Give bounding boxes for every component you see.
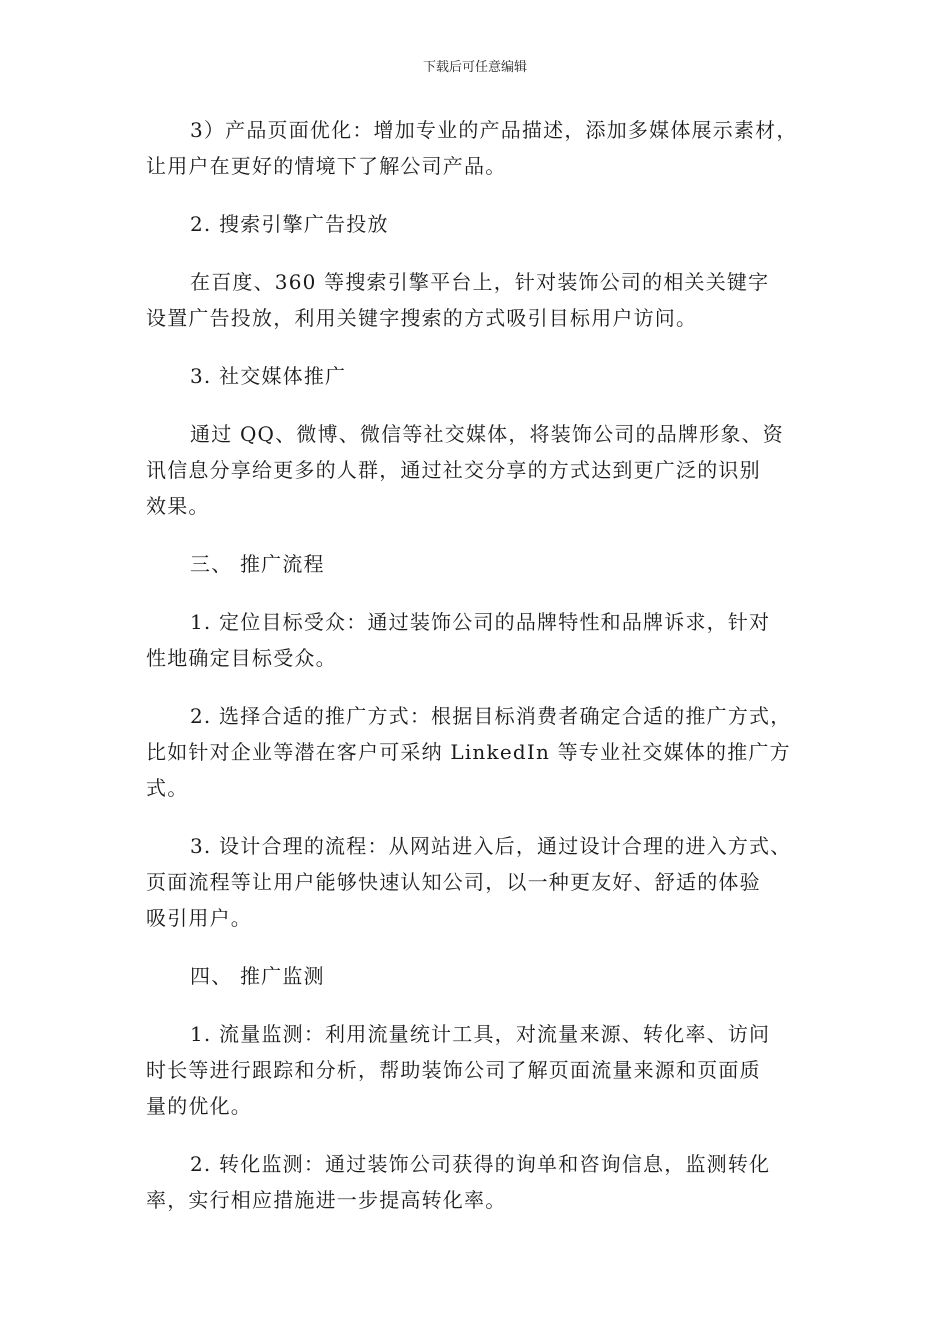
paragraph [146,604,818,676]
text-line: 3. 设计合理的流程：从网站进入后，通过设计合理的进入方式、 [190,834,792,858]
text-line: 比如针对企业等潜在客户可采纳 LinkedIn 等专业社交媒体的推广方 [146,740,791,764]
text-line: 让用户在更好的情境下了解公司产品。 [146,154,507,178]
text-line: 在百度、360 等搜索引擎平台上，针对装饰公司的相关关键字 [190,270,770,294]
text-line: 2. 搜索引擎广告投放 [190,212,389,236]
text-line: 吸引用户。 [146,906,252,930]
text-line: 设置广告投放，利用关键字搜索的方式吸引目标用户访问。 [146,306,698,330]
text-line: 三、 推广流程 [190,552,325,576]
text-line: 率，实行相应措施进一步提高转化率。 [146,1188,507,1212]
document-body [146,112,818,1240]
paragraph [146,264,818,336]
page-header: 下载后可任意编辑 [422,60,527,75]
paragraph [146,1146,818,1218]
text-line: 1. 流量监测：利用流量统计工具，对流量来源、转化率、访问 [190,1022,771,1046]
text-line: 性地确定目标受众。 [146,646,337,670]
paragraph [146,1016,818,1124]
text-line: 讯信息分享给更多的人群，通过社交分享的方式达到更广泛的识别 [146,458,761,482]
paragraph [146,416,818,524]
text-line: 2. 选择合适的推广方式：根据目标消费者确定合适的推广方式， [190,704,792,728]
paragraph [146,828,818,936]
text-line: 时长等进行跟踪和分析，帮助装饰公司了解页面流量来源和页面质 [146,1058,761,1082]
text-line: 页面流程等让用户能够快速认知公司，以一种更友好、舒适的体验 [146,870,761,894]
text-line: 2. 转化监测：通过装饰公司获得的询单和咨询信息，监测转化 [190,1152,771,1176]
paragraph [146,358,818,394]
text-line: 量的优化。 [146,1094,252,1118]
text-line: 效果。 [146,494,210,518]
text-line: 式。 [146,776,189,800]
paragraph [146,112,818,184]
text-line: 四、 推广监测 [190,964,325,988]
paragraph [146,546,818,582]
text-line: 3. 社交媒体推广 [190,364,347,388]
text-line: 通过 QQ、微博、微信等社交媒体，将装饰公司的品牌形象、资 [190,422,784,446]
text-line: 1. 定位目标受众：通过装饰公司的品牌特性和品牌诉求，针对 [190,610,771,634]
paragraph [146,698,818,806]
text-line: 3）产品页面优化：增加专业的产品描述，添加多媒体展示素材， [190,118,798,142]
paragraph [146,958,818,994]
paragraph [146,206,818,242]
